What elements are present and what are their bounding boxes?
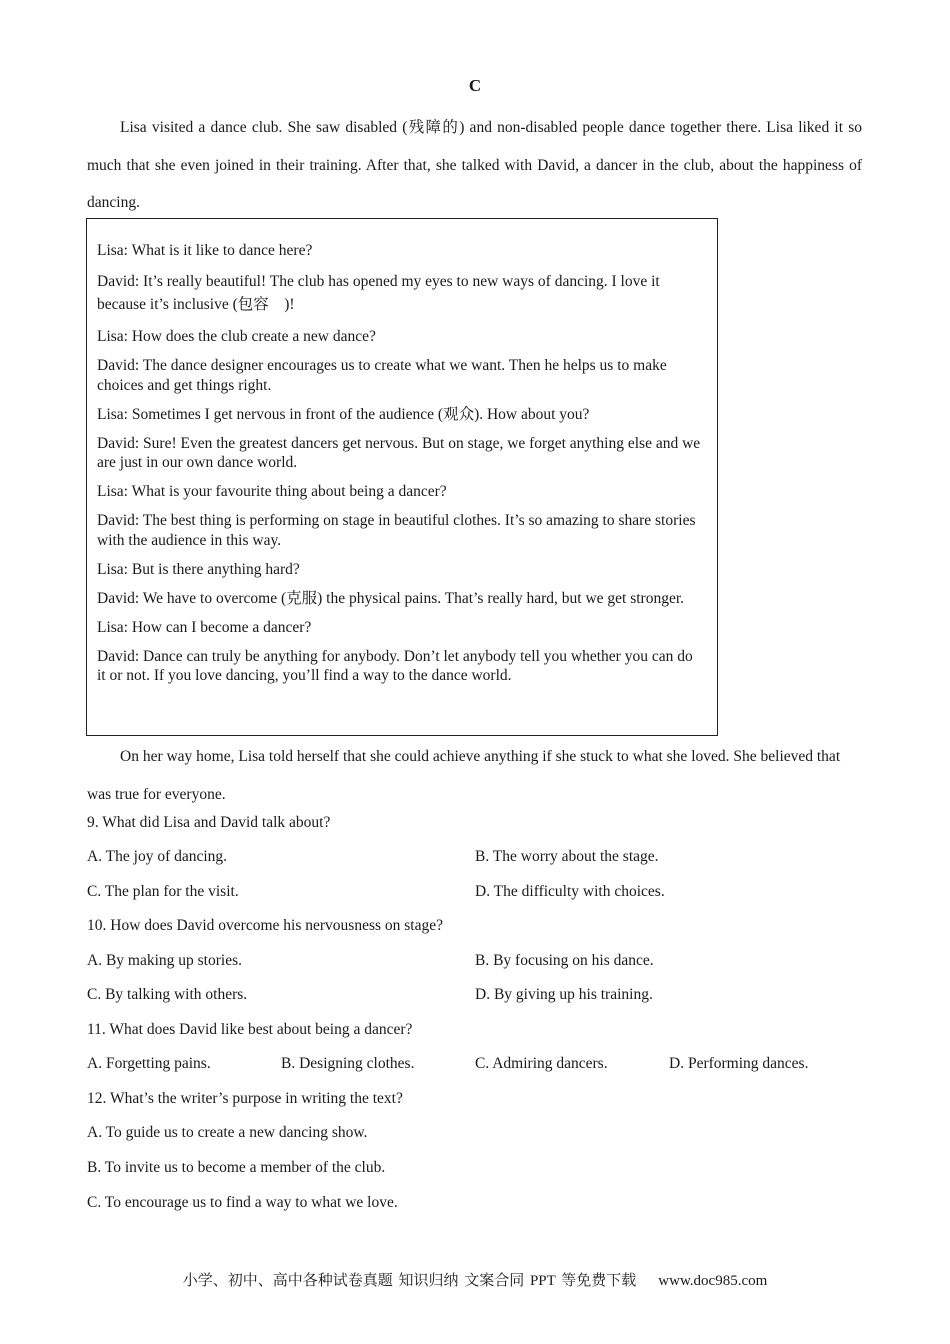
footer-url[interactable]: www.doc985.com: [658, 1273, 768, 1289]
dialogue-line: David: Sure! Even the greatest dancers get nervous. But on stage, we forget anything else and we are just in our own dance world.: [97, 434, 701, 471]
dialogue-line: Lisa: But is there anything hard?: [97, 560, 300, 578]
dialogue-line: Lisa: How does the club create a new dance?: [97, 328, 376, 345]
passage-intro: Lisa visited a dance club. She saw disabled (残障的) and non-disabled people dance together there. Lisa liked it so much that she even joined in their training. After that, she talked with David, a dancer in the club, about the happiness of dancing.: [87, 119, 862, 211]
dialogue-line: David: The best thing is performing on stage in beautiful clothes. It’s so amazing to share stories with the audience in this way.: [97, 512, 696, 549]
question-11-stem: 11. What does David like best about being a dancer?: [87, 1021, 413, 1038]
dialogue-line: Lisa: How can I become a dancer?: [97, 618, 312, 636]
page-footer: [0, 1269, 950, 1290]
question-12-option-c[interactable]: C. To encourage us to find a way to what we love.: [87, 1194, 398, 1211]
dialogue-line: David: It’s really beautiful! The club has opened my eyes to new ways of dancing. I love it because it’s inclusive (包容 )!: [97, 273, 660, 313]
question-10-option-c[interactable]: C. By talking with others.: [87, 986, 248, 1003]
question-11-option-a[interactable]: A. Forgetting pains.: [87, 1055, 211, 1072]
dialogue-line: David: Dance can truly be anything for anybody. Don’t let anybody tell you whether you can do it or not. If you love dancing, you’ll find a way to the dance world.: [97, 647, 693, 684]
question-10-option-a[interactable]: A. By making up stories.: [87, 952, 242, 969]
dialogue-box: [86, 218, 718, 736]
question-9-option-b[interactable]: B. The worry about the stage.: [475, 848, 659, 865]
question-10-option-b[interactable]: B. By focusing on his dance.: [475, 952, 654, 969]
question-9-stem: 9. What did Lisa and David talk about?: [87, 814, 331, 831]
question-12-option-b[interactable]: B. To invite us to become a member of the club.: [87, 1159, 386, 1176]
dialogue-line: Lisa: Sometimes I get nervous in front of the audience (观众). How about you?: [97, 405, 590, 423]
question-9-option-c[interactable]: C. The plan for the visit.: [87, 883, 239, 900]
question-12-stem: 12. What’s the writer’s purpose in writing the text?: [87, 1090, 403, 1107]
question-11-option-c[interactable]: C. Admiring dancers.: [475, 1055, 608, 1072]
dialogue-line: David: We have to overcome (克服) the physical pains. That’s really hard, but we get stronger.: [97, 589, 685, 607]
footer-text: 小学、初中、高中各种试卷真题 知识归纳 文案合同 PPT 等免费下载: [182, 1273, 637, 1289]
dialogue-line: David: The dance designer encourages us to create what we want. Then he helps us to make choices and get things right.: [97, 357, 667, 394]
passage-outro: On her way home, Lisa told herself that she could achieve anything if she stuck to what she loved. She believed that was true for everyone.: [87, 748, 841, 803]
dialogue-line: Lisa: What is your favourite thing about being a dancer?: [97, 483, 447, 500]
question-11-option-d[interactable]: D. Performing dances.: [669, 1055, 809, 1072]
question-10-option-d[interactable]: D. By giving up his training.: [475, 986, 653, 1003]
question-10-stem: 10. How does David overcome his nervousness on stage?: [87, 917, 443, 934]
passage-title: C: [468, 76, 482, 95]
dialogue-line: Lisa: What is it like to dance here?: [97, 242, 313, 259]
question-12-option-a[interactable]: A. To guide us to create a new dancing show.: [87, 1124, 368, 1141]
question-11-option-b[interactable]: B. Designing clothes.: [281, 1055, 415, 1072]
question-9-option-d[interactable]: D. The difficulty with choices.: [475, 883, 665, 900]
question-9-option-a[interactable]: A. The joy of dancing.: [87, 848, 228, 865]
